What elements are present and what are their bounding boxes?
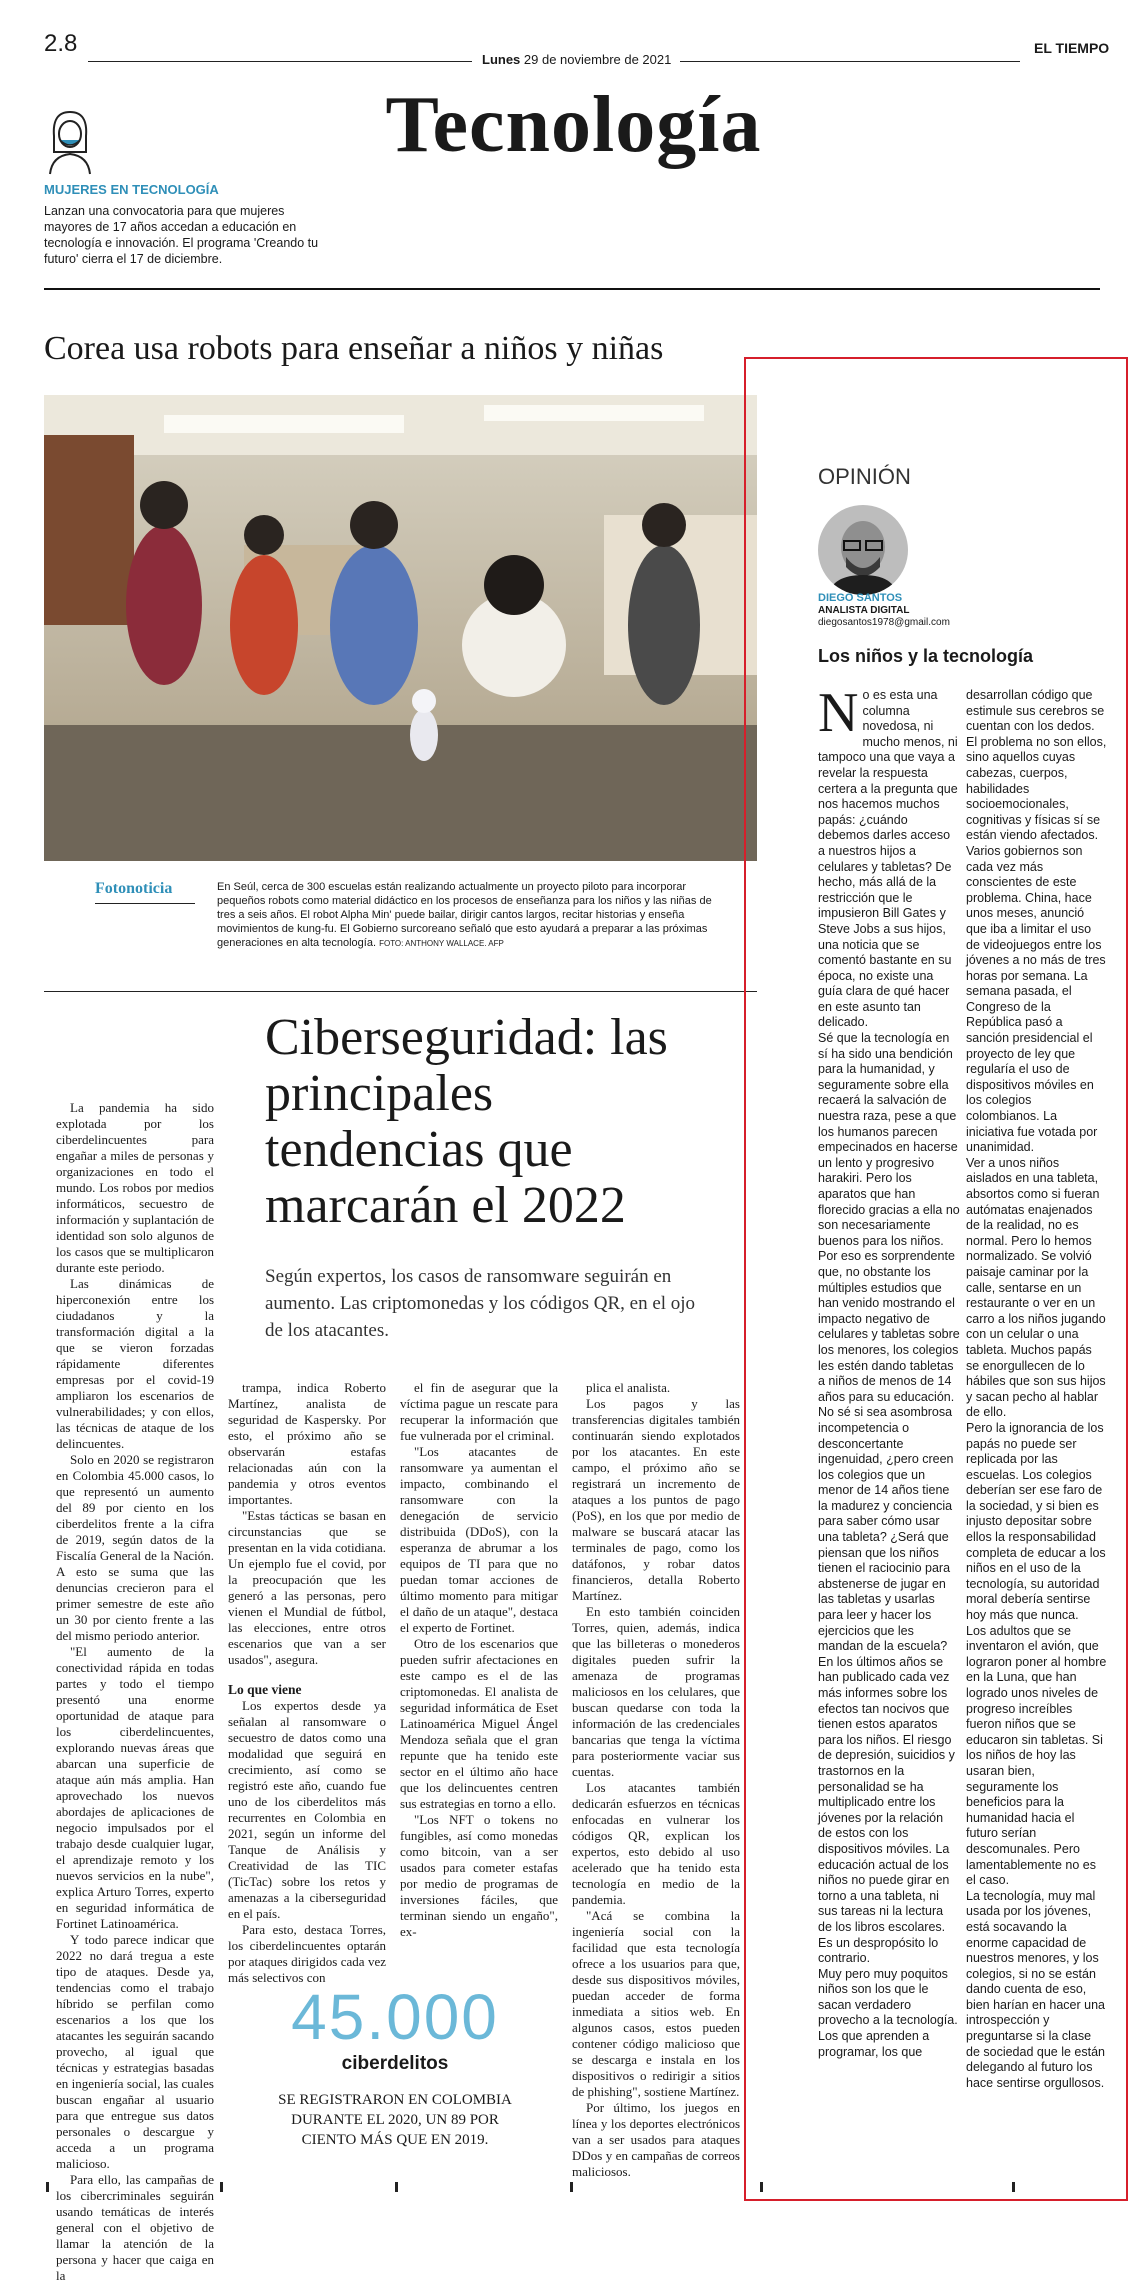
cyber-dek: Según expertos, los casos de ransomware seguirán en aumento. Las criptomonedas y los códigos QR, en el ojo de los atacantes. <box>265 1266 696 1341</box>
header-rule-left <box>88 61 472 62</box>
subhead-lo-que-viene: Lo que viene <box>228 1682 302 1697</box>
date-day: Lunes <box>482 52 521 67</box>
story-divider <box>44 991 757 992</box>
caption-text: En Seúl, cerca de 300 escuelas están realizando actualmente un proyecto piloto para incorporar pequeños robots como material didáctico en los procesos de enseñanza para los niños y las niñas de tres a seis años. El robot Alpha Min' puede bailar, dirigir cantos largos, recitar historias y enseña movimientos de kung-fu. El Gobierno surcoreano señaló que esto ayudará a preparar a las próximas generaciones en alta tecnología. <box>217 881 712 949</box>
stat-note: SE REGISTRARON EN COLOMBIA DURANTE EL 2020, UN 89 POR CIENTO MÁS QUE EN 2019. <box>278 2092 512 2148</box>
date-rest: 29 de noviembre de 2021 <box>520 52 672 67</box>
paragraph: "El aumento de la conectividad rápida en todas partes y todo el tiempo presentó una enorme oportunidad de ataque para los ciberdelincuentes, explorando nuevas áreas que abarcan una superficie de ataque aún más amplia. Han aprovechado los nuevos abordajes de aplicaciones de negocio impulsados por el trabajo desde cualquier lugar, el aprendizaje remoto y los nuevos servicios en la nube", explica Arturo Torres, experto en seguridad informática de Fortinet Latinoamérica. <box>56 1644 214 1931</box>
cyber-col-1 <box>56 1100 214 2284</box>
cyber-title: Ciberseguridad: las principales tendencias que marcarán el 2022 <box>265 1009 668 1234</box>
photo-label: Fotonoticia <box>95 880 173 897</box>
author-name: DIEGO SANTOS <box>818 592 903 604</box>
section-rule <box>44 288 1100 290</box>
crop-mark <box>570 2182 573 2192</box>
paragraph: Los expertos desde ya señalan al ransomware o secuestro de datos como una modalidad que seguirá en crecimiento, así como se registró este año, cuando fue uno de los ciberdelitos más recurrentes en Colombia en 2021, según un informe del Tanque de Análisis y Creatividad de las TIC (TicTac) sobre los retos y amenazas a la ciberseguridad en el país. <box>228 1698 386 1921</box>
paragraph: Por último, los juegos en línea y los deportes electrónicos van a ser usados para ataques DDos y en campañas de correos maliciosos. <box>572 2100 740 2179</box>
paragraph: plica el analista. <box>586 1380 671 1395</box>
opinion-col-2 <box>966 688 1108 2091</box>
news-photo <box>44 395 757 861</box>
paragraph: "Estas tácticas se basan en circunstancias que se presentan en la vida cotidiana. Un ejemplo fue el covid, por la preocupación que les generó a las personas, pero vienen el Mundial de fútbol, las elecciones, entre otros escenarios que van a ser usados", asegura. <box>228 1508 386 1667</box>
paragraph: Otro de los escenarios que pueden sufrir afectaciones en este campo es el de las criptomonedas. El analista de seguridad informática de Eset Latinoamérica Miguel Ángel Mendoza señala que el gran repunte que ha tenido este sector en el último año hace que los delincuentes centren sus estrategias en torno a ello. <box>400 1636 558 1811</box>
paragraph: Y todo parece indicar que 2022 no dará tregua a este tipo de ataques. Desde ya, tendencias como el trabajo híbrido se perfilan como escenarios a los que los atacantes les seguirán sacando provecho, al igual que técnicas y estrategias basadas en ingeniería social, las cuales buscan engañar al usuario para que entregue sus datos personales o descargue y acceda a un programa malicioso. <box>56 1932 214 2171</box>
cyber-col-2 <box>228 1380 386 1986</box>
paragraph: Para esto, destaca Torres, los ciberdelincuentes optarán por ataques dirigidos cada vez más selectivos con <box>228 1922 386 1985</box>
stat-label: ciberdelitos <box>341 2053 449 2074</box>
paragraph: el fin de asegurar que la víctima pague un rescate para recuperar la información que fue vulnerada por el criminal. <box>400 1380 558 1443</box>
author-avatar <box>818 505 908 595</box>
drop-cap: N <box>818 682 859 744</box>
header-rule-right <box>680 61 1020 62</box>
author-role: ANALISTA DIGITAL <box>818 605 910 616</box>
paragraph: trampa, indica Roberto Martínez, analista de seguridad de Kaspersky. Por esto, el próximo año se observarán estafas relacionadas aún con la pandemia y otros eventos importantes. <box>228 1380 386 1507</box>
dateline <box>482 52 671 67</box>
paragraph: Ver a unos niños aislados en una tableta, absortos como si fueran autómatas enajenados de la realidad, no es normal. Pero lo hemos normalizado. Se volvió paisaje caminar por la calle, sentarse en un restaurante o ver en un carro a los niños jugando con un celular o una tableta. Muchos papás se enorgullecen de lo hábiles que son sus hijos y sacan pecho al hablar de ello. <box>966 1155 1106 1420</box>
crop-mark <box>1012 2182 1015 2192</box>
paragraph: La tecnología, muy mal usada por los jóvenes, está socavando la enorme capacidad de nuestros menores, y los colegios, si no se están dando cuenta de eso, bien harían en hacer una introspección y preguntarse si la clase de sociedad que le están delegando al futuro los hace sentirse orgullosos. <box>966 1888 1105 2090</box>
paragraph: Pero la ignorancia de los papás no puede ser replicada por las escuelas. Los colegios deberían ser ese faro de la sociedad, y si bien es injusto depositar sobre ellos la responsabilidad completa de educar a los niños en el uso de la tecnología, su autoridad moral debería sentirse hoy más que nunca. <box>966 1420 1106 1623</box>
promo-text: Lanzan una convocatoria para que mujeres mayores de 17 años accedan a educación en tecnología e innovación. El programa 'Creando tu futuro' cierra el 17 de diciembre. <box>44 204 319 266</box>
paragraph: Varios gobiernos son cada vez más conscientes de este problema. China, hace unos meses, anunció que iba a limitar el uso de videojuegos entre los jóvenes a no más de tres horas por semana. La semana pasada, el Congreso de la República pasó a sanción presidencial el proyecto de ley que regularía el uso de dispositivos móviles en los colegios colombianos. La iniciativa fue votada por unanimidad. <box>966 843 1106 1155</box>
section-title: Tecnología <box>385 81 762 169</box>
photo-credit: FOTO: ANTHONY WALLACE. AFP <box>379 939 504 948</box>
paragraph: No sé si sea asombrosa incompetencia o desconcertante ingenuidad, ¿pero creen los colegios que un menor de 14 años tiene la madurez y conciencia para saber cómo usar una tableta? ¿Será que piensan que los niños tienen el raciocinio para abstenerse de jugar en las tabletas y usarlas para leer y hacer los ejercicios que les mandan de la escuela? <box>818 1405 954 1654</box>
opinion-col-1 <box>818 682 960 2060</box>
paragraph: Muy pero muy poquitos niños son los que le sacan verdadero provecho a la tecnología. Los que aprenden a programar, los que <box>818 1966 958 2059</box>
paragraph: Las dinámicas de hiperconexión entre los ciudadanos y la transformación digital a la que se vieron forzadas rápidamente diferentes empresas por el covid-19 ampliaron los escenarios de vulnerabilidades; y con ellos, las técnicas de ataque de los delincuentes. <box>56 1276 214 1451</box>
page-number: 2.8 <box>44 30 78 57</box>
paragraph: Para ello, las campañas de los cibercriminales seguirán usando temáticas de interés general con el objetivo de llamar la atención de la persona y hacer que caiga en la <box>56 2172 214 2283</box>
crop-mark <box>220 2182 223 2192</box>
paragraph: Los pagos y las transferencias digitales también continuarán siendo explotados por los atacantes. En este campo, el próximo año se registrará un incremento de ataques a los puntos de pago (PoS), en los que por medio de malware se buscará atacar las terminales de pago, como los datáfonos, y robar datos financieros, detalla Roberto Martínez. <box>572 1396 740 1603</box>
paragraph: Por eso es sorprendente que, no obstante los múltiples estudios que han venido mostrando el impacto negativo de celulares y tabletas sobre los menores, los colegios les estén dando tabletas a niños de menos de 14 años para su educación. <box>818 1249 960 1404</box>
cyber-col-3 <box>400 1380 558 1940</box>
paragraph: Los atacantes también dedicarán esfuerzos en técnicas enfocadas en vulnerar los códigos QR, explican los expertos, esto debido al uso acelerado que ha tenido esta tecnología en medio de la pandemia. <box>572 1780 740 1907</box>
author-email[interactable]: diegosantos1978@gmail.com <box>818 617 950 628</box>
promo-kicker: MUJERES EN TECNOLOGÍA <box>44 182 219 197</box>
stat-number: 45.000 <box>291 1981 499 2053</box>
paragraph: "Acá se combina la ingeniería social con la facilidad que esta tecnología ofrece a los usuarios para que, desde sus dispositivos móviles, puedan acceder de forma inmediata a sitios web. En algunos casos, estos pueden contener código malicioso que se descarga e instala en los dispositivos o redirigir a sitios de phishing", sostiene Martínez. <box>572 1908 740 2099</box>
paragraph: La pandemia ha sido explotada por los ciberdelincuentes para engañar a miles de personas y organizaciones en todo el mundo. Los robos por medios informáticos, secuestro de información y suplantación de identidad son solo algunos de los casos que se multiplicaron durante este periodo. <box>56 1100 214 1275</box>
paragraph: Los adultos que se inventaron el avión, que lograron poner al hombre en la Luna, que han logrado unos niveles de progreso increíbles fueron niños que se educaron sin tabletas. Si los niños de hoy las usaran bien, seguramente los beneficios para la humanidad hacia el futuro serían descomunales. Pero lamentablemente no es el caso. <box>966 1623 1107 1888</box>
paragraph: "Los atacantes de ransomware ya aumentan el impacto, combinando el ransomware con la denegación de servicio distribuida (DDoS), con la esperanza de abrumar a los equipos de TI para que no puedan tomar acciones de último momento para mitigar el daño de un ataque", destaca el experto de Fortinet. <box>400 1444 558 1635</box>
paragraph: "Los NFT o tokens no fungibles, así como monedas como bitcoin, van a ser usados para cometer estafas por medio de programas de inversiones fáciles, que terminan siendo un engaño", ex- <box>400 1812 558 1939</box>
crop-mark <box>46 2182 49 2192</box>
paragraph: desarrollan código que estimule sus cerebros se cuentan con los dedos. El problema no son ellos, sino aquellos cuyas cabezas, cuerpos, habilidades socioemocionales, cognitivas y físicas sí se están viendo afectados. <box>966 688 1107 843</box>
masthead: EL TIEMPO <box>1034 40 1110 56</box>
paragraph: En esto también coinciden Torres, quien, además, indica que las billeteras o monederos digitales pueden sufrir la amenaza de programas maliciosos en los celulares, que buscan quedarse con toda la información de las credenciales bancarias que tenga la víctima para posteriormente vaciar sus cuentas. <box>572 1604 740 1779</box>
woman-avatar-icon <box>44 106 96 176</box>
opinion-kicker: OPINIÓN <box>818 464 911 489</box>
photo-caption <box>217 880 727 951</box>
crop-mark <box>760 2182 763 2192</box>
crop-mark <box>395 2182 398 2192</box>
opinion-first-paragraph <box>818 682 960 1031</box>
opinion-first-text: o es esta una columna novedosa, ni mucho menos, ni tampoco una que vaya a revelar la respuesta certera a la pregunta que nos hacemos muchos papás: ¿cuándo debemos darles acceso a nuestros hijos a celulares y tabletas? De hecho, más allá de la restricción que le impusieron Bill Gates y Steve Jobs a sus hijos, una noticia que se comentó bastante en su época, no existe una guía clara de qué hacer en este asunto tan delicado. <box>818 688 958 1030</box>
opinion-title: Los niños y la tecnología <box>818 646 1034 666</box>
paragraph: Solo en 2020 se registraron en Colombia 45.000 casos, lo que representó un aumento del 89 por ciento en los ciberdelitos frente a la cifra de 2019, según datos de la Fiscalía General de la Nación. A esto se suma que las denuncias crecieron para el primer semestre de este año un 30 por ciento frente a las del mismo periodo anterior. <box>56 1452 214 1643</box>
paragraph: Sé que la tecnología en sí ha sido una bendición para la humanidad, y seguramente sobre ella recaerá la salvación de nuestra raza, pese a que los humanos parecen empecinados en hacerse un lento y progresivo harakiri. Pero los aparatos que han florecido gracias a ella no son necesariamente buenos para los niños. <box>818 1031 960 1248</box>
photo-label-rule <box>95 903 195 904</box>
paragraph: En los últimos años se han publicado cada vez más informes sobre los efectos tan nocivos que tienen estos aparatos para los niños. El riesgo de depresión, suicidios y trastornos en la personalidad se ha multiplicado entre los jóvenes por la relación de estos con los dispositivos móviles. La educación actual de los niños no puede girar en torno a una tableta, ni sus tareas ni la lectura de los libros escolares. Es un despropósito lo contrario. <box>818 1654 955 1966</box>
cyber-col-4 <box>572 1380 740 2180</box>
main-headline: Corea usa robots para enseñar a niños y niñas <box>44 330 664 367</box>
